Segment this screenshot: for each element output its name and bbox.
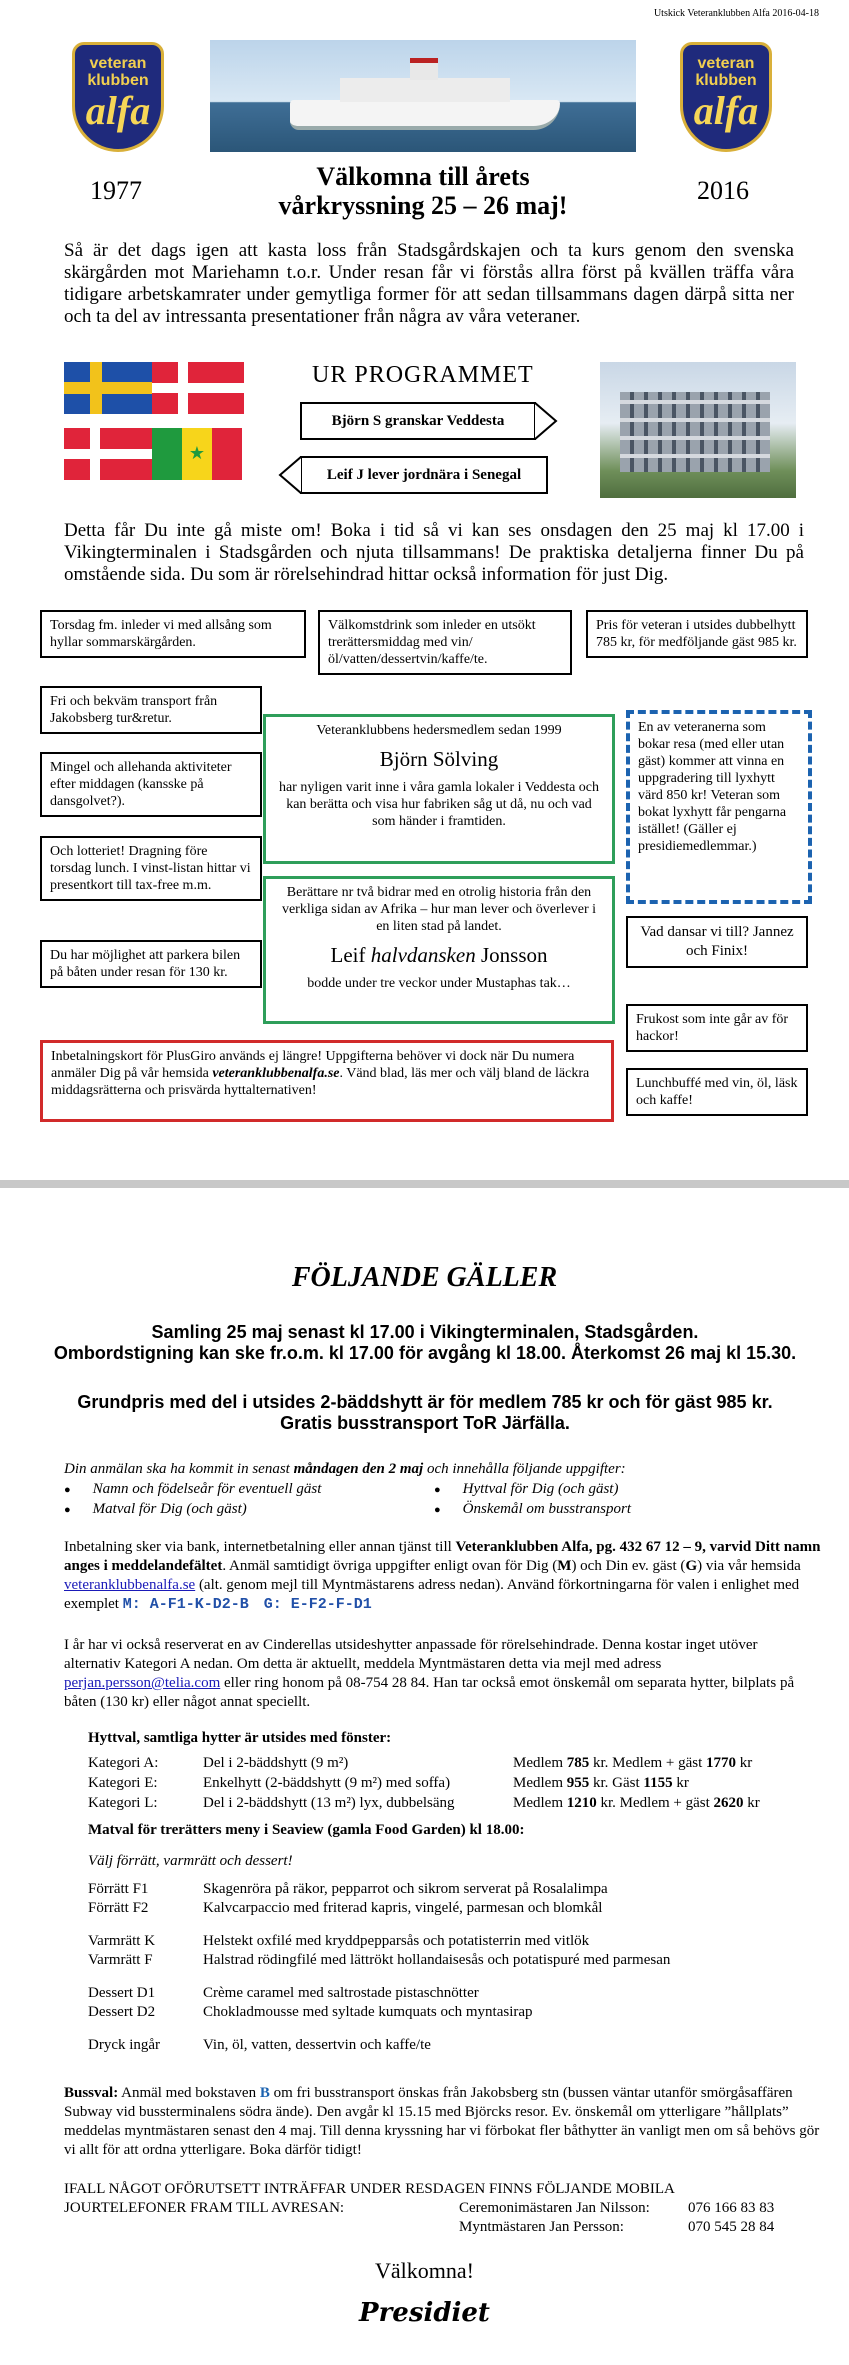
- contact-name: Ceremonimästaren Jan Nilsson:: [459, 2200, 650, 2216]
- page-title: [210, 162, 636, 220]
- payment-paragraph: Inbetalning sker via bank, internetbetalning eller annan tjänst till Veteranklubben Alfa, pg. 432 67 12 – 9, varvid Ditt namn anges i meddelandefältet. Anmäl samtidigt övriga uppgifter enligt ovan för Dig (M) och Din ev. gäst (G) via vår hemsida veteranklubbenalfa.se (alt. genom mejl till Myntmästarens adress nedan). Använd förkortningarna för valen i enlighet med exemplet M: A-F1-K-D2-B G: E-F2-F-D1: [64, 1539, 821, 1613]
- welcome-text: Välkomna!: [375, 2258, 474, 2283]
- logo-text-3: alfa: [85, 88, 151, 133]
- title-line-2: vårkryssning 25 – 26 maj!: [278, 191, 568, 220]
- box-upgrade: En av veteranerna som bokar resa (med eller utan gäst) kommer att vinna en uppgradering till lyxhytt värd 850 kr! Veteran som bokat lyxhytt får pengarna istället! (Gäller ej presidiemedlemmar.): [626, 710, 812, 904]
- accessibility-paragraph: I år har vi också reserverat en av Cinderellas utsideshytter anpassade för rörelsehindrade. Denna kostar inget utöver alternativ Kategori A nedan. Om detta är aktuellt, meddela Myntmästaren detta via mejl med adress perjan.persson@telia.com eller ring honom på 08-754 28 84. Han tar också emot önskemål om separata hytter, bilplats på båten (130 kr) eller något annat speciellt.: [64, 1637, 795, 1710]
- speaker-name: Björn Sölving: [379, 747, 499, 771]
- program-item-senegal: [300, 456, 548, 494]
- offer-paragraph: Detta får Du inte gå miste om! Boka i tid så vi kan ses onsdagen den 25 maj kl 17.00 i Vikingterminalen i Stadsgården och njuta tillsammans! De praktiska detaljerna finner Du på omstående sida. Du som är rörelsehindrad hittar också information för just Dig.: [64, 520, 804, 585]
- speaker-description: har nyligen varit inne i våra gamla lokaler i Veddesta och kan berätta och visa hur fabriken såg ut då, nu och vad som händer i framtiden.: [278, 780, 600, 829]
- bus-paragraph: Bussval: Anmäl med bokstaven B om fri busstransport önskas från Jakobsberg stn (bussen väntar utanför smörgåsaffären Subway vid bussterminalens södra ände). Den avgår kl 15.15 med Björcks resor. Ev. önskemål om ytterligare ”hållplats” meddelas myntmästaren senast den 4 maj. Till denna kryssning har vi förbokat fler båthytter än vanligt men om så behövs gör vi allt för att ordna ytterligare. Boka därför tidigt!: [64, 2085, 820, 2158]
- box-breakfast: Frukost som inte går av för hackor!: [626, 1004, 808, 1052]
- emergency-line-1: IFALL NÅGOT OFÖRUTSETT INTRÄFFAR UNDER RESDAGEN FINNS FÖLJANDE MOBILA: [64, 2181, 675, 2197]
- box-lottery: Och lotteriet! Dragning före torsdag lunch. I vinst-listan hittar vi presentkort till tax-free m.m.: [40, 836, 262, 901]
- club-logo-left: [72, 42, 164, 152]
- bullets-left: [64, 1480, 321, 1520]
- box-transport: Fri och bekväm transport från Jakobsberg tur&retur.: [40, 686, 262, 734]
- bullet-item: ● Hyttval för Dig (och gäst): [434, 1480, 631, 1500]
- speaker-name: Leif halvdansken Jonsson: [330, 943, 548, 967]
- box-plusgiro: [40, 1040, 614, 1122]
- box-price: Pris för veteran i utsides dubbelhytt 785 kr, för medföljande gäst 985 kr.: [586, 610, 808, 658]
- box-dance: Vad dansar vi till? Jannez och Finix!: [626, 916, 808, 968]
- box-parking: Du har möjlighet att parkera bilen på båten under resan för 130 kr.: [40, 940, 262, 988]
- emergency-contacts: [64, 2180, 804, 2237]
- logo-text-3: alfa: [693, 88, 759, 133]
- arrow-right-icon: [534, 402, 558, 440]
- title-line-1: Välkomna till årets: [316, 162, 530, 191]
- signature: Presidiet: [359, 2298, 490, 2328]
- menu-subheading: Välj förrätt, varmrätt och dessert!: [88, 1853, 293, 1869]
- giro-text-1: Inbetalningskort för PlusGiro används ej längre! Uppgifterna behöver vi dock när Du numera anmäler Dig på vår hemsida: [51, 1049, 575, 1081]
- box-drink: Välkomstdrink som inleder en utsökt trerättersmiddag med vin/öl/vatten/dessertvin/kaffe/te.: [318, 610, 572, 675]
- bullet-item: ● Önskemål om busstransport: [434, 1500, 631, 1520]
- speaker-box-leif: [263, 876, 615, 1024]
- speaker-intro: Berättare nr två bidrar med en otrolig historia från den verkliga sidan av Afrika – hur man lever och överlever i en liten stad på landet.: [281, 885, 597, 934]
- bullet-item: ● Matval för Dig (och gäst): [64, 1500, 321, 1520]
- contact-phone: 070 545 28 84: [688, 2219, 775, 2235]
- example-code-guest: G: E-F2-F-D1: [263, 1596, 372, 1613]
- logo-text-1: veteran: [697, 55, 755, 72]
- club-logo-right: [680, 42, 772, 152]
- speaker-intro: Veteranklubbens hedersmedlem sedan 1999: [316, 723, 562, 738]
- logo-text-2: klubben: [87, 72, 149, 89]
- speaker-description: bodde under tre veckor under Mustaphas tak…: [307, 976, 571, 991]
- year-right: 2016: [697, 176, 749, 205]
- emergency-line-2: JOURTELEFONER FRAM TILL AVRESAN:: [64, 2200, 345, 2216]
- menu-heading: Matval för trerätters meny i Seaview (gamla Food Garden) kl 18.00:: [88, 1822, 525, 1838]
- email-link[interactable]: perjan.persson@telia.com: [64, 1675, 221, 1691]
- ship-image: [210, 40, 636, 152]
- program-item-label: Björn S granskar Veddesta: [331, 413, 505, 429]
- bus-free-line: Gratis busstransport ToR Järfälla.: [280, 1413, 570, 1433]
- bullets-right: [434, 1480, 631, 1520]
- program-item-veddesta: [300, 402, 536, 440]
- contact-phone: 076 166 83 83: [688, 2200, 775, 2216]
- box-mingel: Mingel och allehanda aktiviteter efter middagen (kansske på dansgolvet?).: [40, 752, 262, 817]
- year-left: 1977: [90, 176, 142, 205]
- sweden-flag-icon: [64, 362, 156, 414]
- intro-paragraph: Så är det dags igen att kasta loss från Stadsgårdskajen och ta kurs genom den svenska skärgården mot Mariehamn t.o.r. Under resan får vi förstås allra först på kvällen träffa våra tidigare arbetskamrater under gemytliga former för att sedan tillsammans dagen därpå sitta ner och ta del av intressanta presentationer från några av våra veteraner.: [64, 240, 794, 327]
- program-item-label: Leif J lever jordnära i Senegal: [326, 467, 522, 483]
- program-heading: UR PROGRAMMET: [312, 362, 534, 388]
- dateline: Utskick Veteranklubben Alfa 2016-04-18: [653, 8, 819, 19]
- base-price-line: Grundpris med del i utsides 2-bäddshytt är för medlem 785 kr och för gäst 985 kr.: [77, 1392, 773, 1412]
- box-thursday: Torsdag fm. inleder vi med allsång som hyllar sommarskärgården.: [40, 610, 306, 658]
- logo-text-2: klubben: [695, 72, 757, 89]
- denmark-flag-icon: [152, 362, 244, 414]
- building-photo: [600, 362, 796, 498]
- speaker-box-bjorn: [263, 714, 615, 864]
- website-link[interactable]: veteranklubbenalfa.se: [64, 1577, 196, 1593]
- gather-line-2: Ombordstigning kan ske fr.o.m. kl 17.00 för avgång kl 18.00. Återkomst 26 maj kl 15.30.: [53, 1343, 797, 1363]
- arrow-left-icon: [278, 456, 302, 494]
- registration-requirements: Din anmälan ska ha kommit in senast måndagen den 2 maj och innehålla följande uppgifter:: [64, 1461, 626, 1477]
- senegal-flag-icon: ★: [152, 428, 242, 480]
- giro-text-2: . Vänd blad, läs mer och välj bland de läckra middagsrätterna och prisvärda hyttalternativen!: [51, 1066, 590, 1098]
- box-lunch: Lunchbuffé med vin, öl, läsk och kaffe!: [626, 1068, 808, 1116]
- cabin-heading: Hyttval, samtliga hytter är utsides med fönster:: [88, 1730, 392, 1746]
- page-divider: [0, 1180, 849, 1188]
- example-code-member: M: A-F1-K-D2-B: [122, 1596, 249, 1613]
- gather-line-1: Samling 25 maj senast kl 17.00 i Vikingterminalen, Stadsgården.: [151, 1322, 699, 1342]
- logo-text-1: veteran: [89, 55, 147, 72]
- denmark-flag-icon: [64, 428, 156, 480]
- page2-heading: FÖLJANDE GÄLLER: [291, 1262, 558, 1293]
- contact-name: Myntmästaren Jan Persson:: [459, 2219, 624, 2235]
- bullet-item: ● Namn och födelseår för eventuell gäst: [64, 1480, 321, 1500]
- website-link[interactable]: veteranklubbenalfa.se: [212, 1066, 340, 1081]
